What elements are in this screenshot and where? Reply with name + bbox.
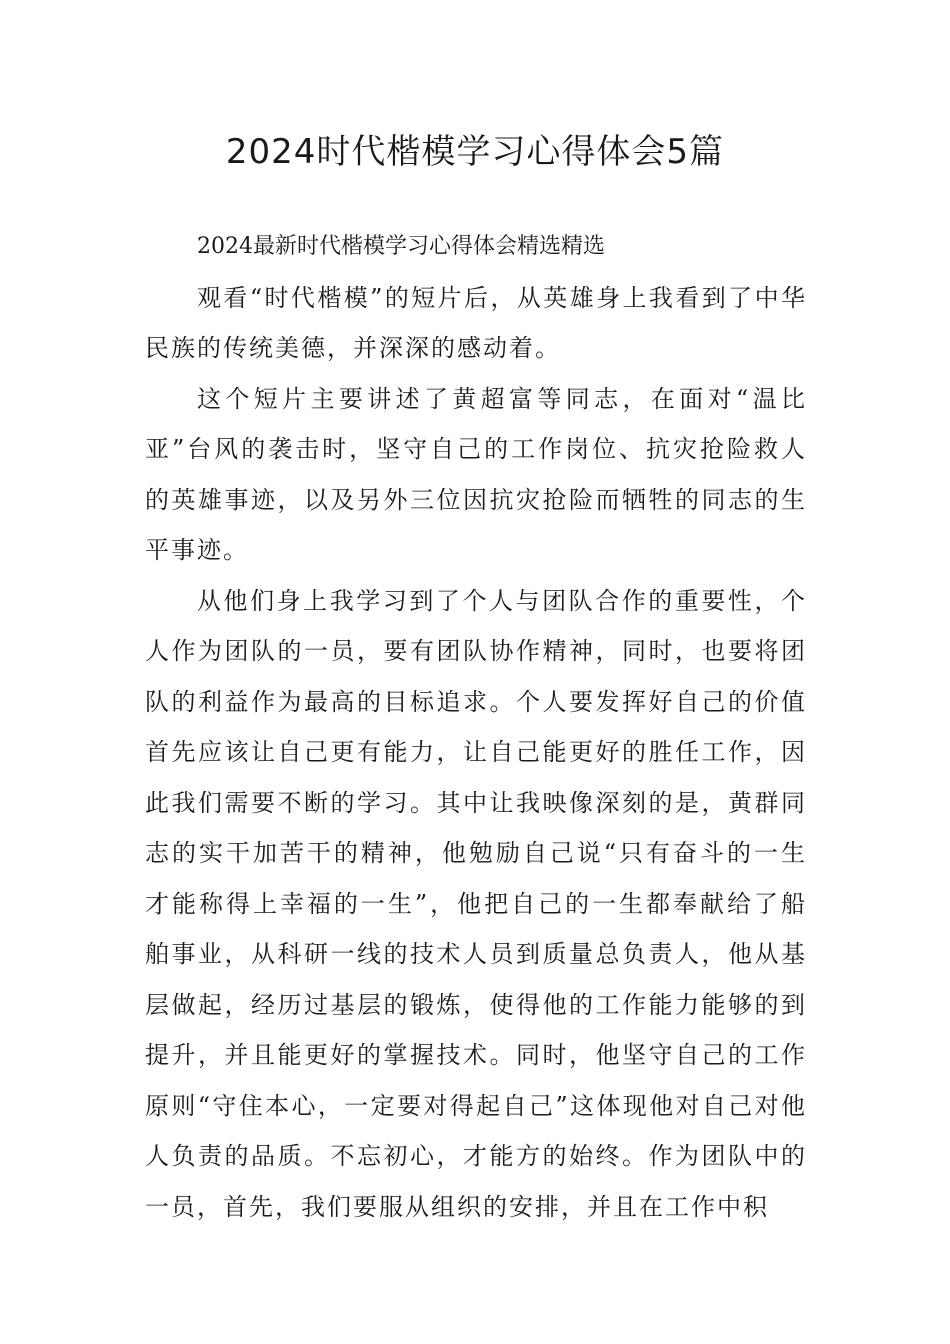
paragraph-1: 观看“时代楷模”的短片后，从英雄身上我看到了中华民族的传统美德，并深深的感动着。 bbox=[145, 283, 807, 362]
document-title: 2024时代楷模学习心得体会5篇 bbox=[225, 132, 725, 172]
document-subtitle: 2024最新时代楷模学习心得体会精选精选 bbox=[197, 234, 605, 259]
document-body bbox=[145, 222, 807, 1232]
paragraph-3: 从他们身上我学习到了个人与团队合作的重要性，个人作为团队的一员，要有团队协作精神，同时，也要将团队的利益作为最高的目标追求。个人要发挥好自己的价值首先应该让自己更有能力，让自己能更好的胜任工作，因此我们需要不断的学习。其中让我映像深刻的是，黄群同志的实干加苦干的精神，他勉励自己说“只有奋斗的一生才能称得上幸福的一生”，他把自己的一生都奉献给了船舶事业，从科研一线的技术人员到质量总负责人，他从基层做起，经历过基层的锻炼，使得他的工作能力能够的到提升，并且能更好的掌握技术。同时，他坚守自己的工作原则“守住本心，一定要对得起自己”这体现他对自己对他人负责的品质。不忘初心，才能方的始终。作为团队中的一员，首先，我们要服从组织的安排，并且在工作中积 bbox=[145, 586, 807, 1221]
paragraph-2: 这个短片主要讲述了黄超富等同志，在面对“温比亚”台风的袭击时，坚守自己的工作岗位、抗灾抢险救人的英雄事迹，以及另外三位因抗灾抢险而牺牲的同志的生平事迹。 bbox=[145, 384, 807, 564]
